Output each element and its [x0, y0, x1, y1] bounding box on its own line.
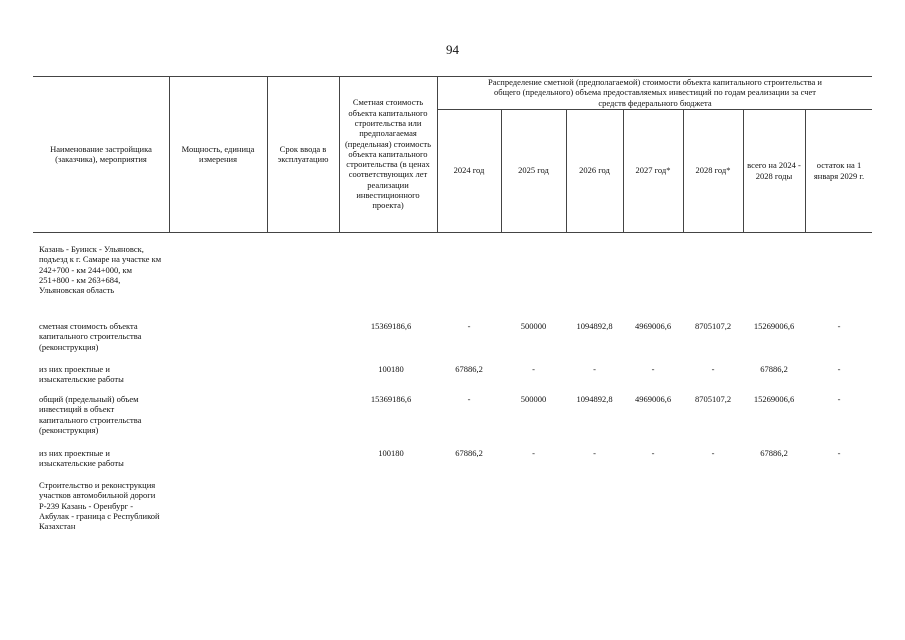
- cell-2024: 67886,2: [455, 364, 483, 374]
- cell-remainder: -: [837, 321, 841, 331]
- cell-2024: 67886,2: [455, 448, 483, 458]
- cell-total: 67886,2: [760, 364, 788, 374]
- header-year-2025: 2025 год: [518, 165, 549, 176]
- cell-total: 15269006,6: [753, 321, 795, 331]
- cell-total: 67886,2: [760, 448, 788, 458]
- cell-2026: 1094892,8: [576, 321, 613, 331]
- cell-2026: 1094892,8: [576, 394, 613, 404]
- cell-2026: -: [593, 448, 596, 458]
- cell-2028: 8705107,2: [694, 394, 732, 404]
- cell-2024: -: [467, 321, 471, 331]
- cell-2027: -: [651, 448, 655, 458]
- header-distribution: Распределение сметной (предполагаемой) стоимости объекта капитального строительства и общего (предельного) объема предоставляемых инвестиций по годам реализации за счет средств федерального бюджета: [488, 77, 822, 108]
- row-label: Строительство и реконструкция участков автомобильной дороги Р-239 Казань - Оренбург - Акбулак - граница с Республикой Казахстан: [39, 480, 160, 532]
- row-label: из них проектные и изыскательские работы: [39, 364, 124, 385]
- row-label: общий (предельный) объем инвестиций в объект капитального строительства (реконструкция): [39, 394, 142, 435]
- cell-total: 15269006,6: [753, 394, 795, 404]
- cell-remainder: -: [837, 448, 841, 458]
- cell-2027: 4969006,6: [634, 394, 672, 404]
- header-year-2026: 2026 год: [579, 165, 610, 176]
- cell-2024: -: [467, 394, 471, 404]
- header-total: всего на 2024 - 2028 годы: [747, 160, 801, 181]
- cell-cost: 100180: [378, 448, 404, 458]
- row-label: Казань - Буинск - Ульяновск, подъезд к г. Самаре на участке км 242+700 - км 244+000, км 251+800 - км 263+684, Ульяновская область: [39, 244, 162, 296]
- cell-cost: 15369186,6: [370, 394, 412, 404]
- header-year-2024: 2024 год: [453, 165, 485, 176]
- cell-remainder: -: [837, 364, 841, 374]
- cell-2025: -: [532, 448, 535, 458]
- cell-2025: 500000: [520, 321, 547, 331]
- cell-2028: 8705107,2: [694, 321, 732, 331]
- header-year-2028: 2028 год*: [695, 165, 731, 176]
- header-capacity: Мощность, единица измерения: [181, 143, 255, 164]
- header-year-2027: 2027 год*: [635, 165, 671, 176]
- row-label: из них проектные и изыскательские работы: [39, 448, 124, 469]
- cell-cost: 100180: [378, 364, 404, 374]
- cell-2028: -: [711, 364, 715, 374]
- header-name: Наименование застройщика (заказчика), мероприятия: [50, 143, 152, 164]
- cell-2025: 500000: [520, 394, 547, 404]
- row-label: сметная стоимость объекта капитального строительства (реконструкция): [39, 321, 142, 352]
- cell-2028: -: [711, 448, 715, 458]
- cell-remainder: -: [837, 394, 841, 404]
- header-cost: Сметная стоимость объекта капитального строительства или предполагаемая (предельная) стоимость объекта капитального строительства (в ценах соответствующих лет реализации инвестиционного проекта): [344, 97, 432, 211]
- page-number: 94: [446, 42, 459, 57]
- header-remainder: остаток на 1 января 2029 г.: [813, 160, 865, 181]
- header-term: Срок ввода в эксплуатацию: [277, 143, 329, 164]
- cell-2027: -: [651, 364, 655, 374]
- cell-2025: -: [532, 364, 535, 374]
- cell-2026: -: [593, 364, 596, 374]
- cell-cost: 15369186,6: [370, 321, 412, 331]
- cell-2027: 4969006,6: [634, 321, 672, 331]
- table-header: [33, 76, 872, 233]
